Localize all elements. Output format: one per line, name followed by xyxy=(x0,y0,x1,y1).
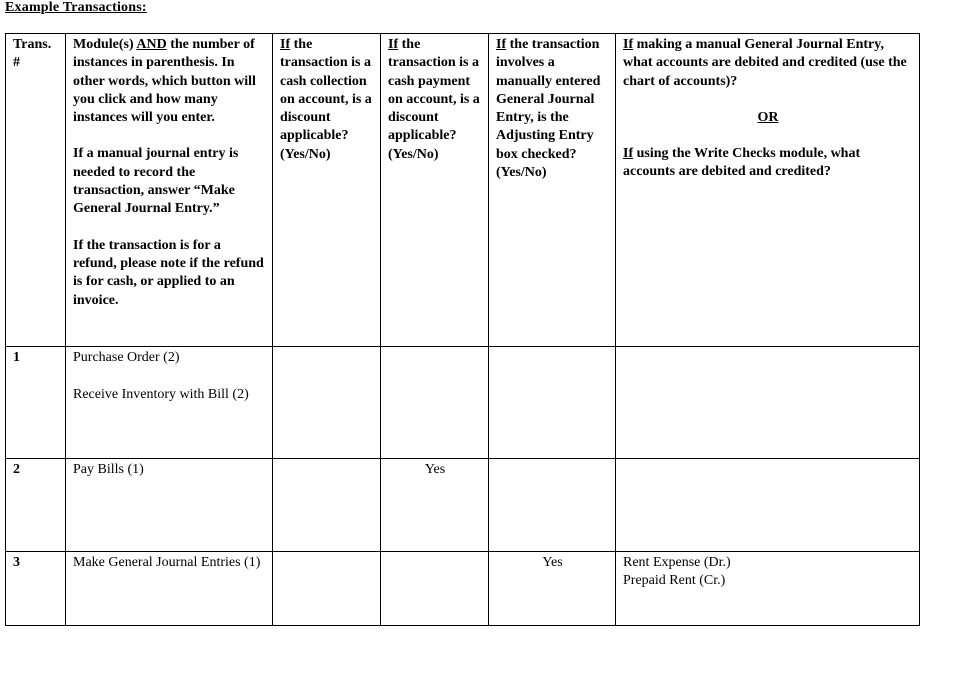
cash-collection-cell xyxy=(273,459,381,552)
header-accounts xyxy=(616,34,920,347)
header-adjusting-entry-if: If xyxy=(496,37,507,52)
header-accounts-or: OR xyxy=(757,109,779,125)
transactions-table xyxy=(5,33,920,626)
table-row xyxy=(6,552,920,626)
module-entry: Pay Bills (1) xyxy=(73,462,144,477)
header-accounts-if2: If xyxy=(623,146,634,162)
module-entry: Make General Journal Entries (1) xyxy=(73,555,261,570)
cash-payment-cell: Yes xyxy=(381,459,489,552)
header-accounts-text2: using the Write Checks module, what accounts are debited and credited? xyxy=(623,146,861,180)
accounts-cell xyxy=(616,347,920,459)
header-modules-refund-note: If the transaction is for a refund, please note if the refund is for cash, or applied to an invoice. xyxy=(73,237,264,308)
header-cash-payment xyxy=(381,34,489,347)
module-entry: Purchase Order (2) xyxy=(73,350,180,365)
header-modules xyxy=(66,34,273,347)
modules-cell xyxy=(66,552,273,626)
header-row xyxy=(6,34,920,347)
header-cash-collection xyxy=(273,34,381,347)
account-entry: Prepaid Rent (Cr.) xyxy=(623,573,726,589)
header-trans-number-label: Trans. # xyxy=(13,37,52,71)
cash-payment-cell xyxy=(381,552,489,626)
header-trans-number xyxy=(6,34,66,347)
header-accounts-text: making a manual General Journal Entry, what accounts are debited and credited (use the chart of accounts)? xyxy=(623,37,907,89)
table-row xyxy=(6,347,920,459)
account-entry: Rent Expense (Dr.) xyxy=(623,555,731,570)
table-row xyxy=(6,459,920,552)
modules-cell xyxy=(66,347,273,459)
header-adjusting-entry-text: the transaction involves a manually entered General Journal Entry, is the Adjusting Entry box checked? (Yes/No) xyxy=(496,37,601,181)
trans-number: 3 xyxy=(6,552,66,626)
adjusting-entry-cell xyxy=(489,459,616,552)
header-cash-collection-text: the transaction is a cash collection on account, is a discount applicable? (Yes/No) xyxy=(280,37,372,162)
header-accounts-if: If xyxy=(623,37,634,52)
trans-number: 2 xyxy=(6,459,66,552)
header-modules-post: the number of instances in parenthesis. In other words, which button will you click and how many instances will you enter. xyxy=(73,37,256,126)
header-cash-payment-text: the transaction is a cash payment on account, is a discount applicable? (Yes/No) xyxy=(388,37,480,162)
cash-payment-cell xyxy=(381,347,489,459)
accounts-cell xyxy=(616,552,920,626)
header-adjusting-entry xyxy=(489,34,616,347)
module-entry: Receive Inventory with Bill (2) xyxy=(73,387,249,403)
modules-cell xyxy=(66,459,273,552)
cash-collection-cell xyxy=(273,552,381,626)
trans-number: 1 xyxy=(6,347,66,459)
accounts-cell xyxy=(616,459,920,552)
header-cash-payment-if: If xyxy=(388,37,399,52)
header-cash-collection-if: If xyxy=(280,37,291,52)
header-modules-pre: Module(s) xyxy=(73,37,137,52)
header-modules-and: AND xyxy=(136,37,167,52)
adjusting-entry-cell: Yes xyxy=(489,552,616,626)
page-title: Example Transactions: xyxy=(5,0,147,15)
adjusting-entry-cell xyxy=(489,347,616,459)
cash-collection-cell xyxy=(273,347,381,459)
header-modules-journal-note: If a manual journal entry is needed to record the transaction, answer “Make General Journal Entry.” xyxy=(73,146,239,217)
